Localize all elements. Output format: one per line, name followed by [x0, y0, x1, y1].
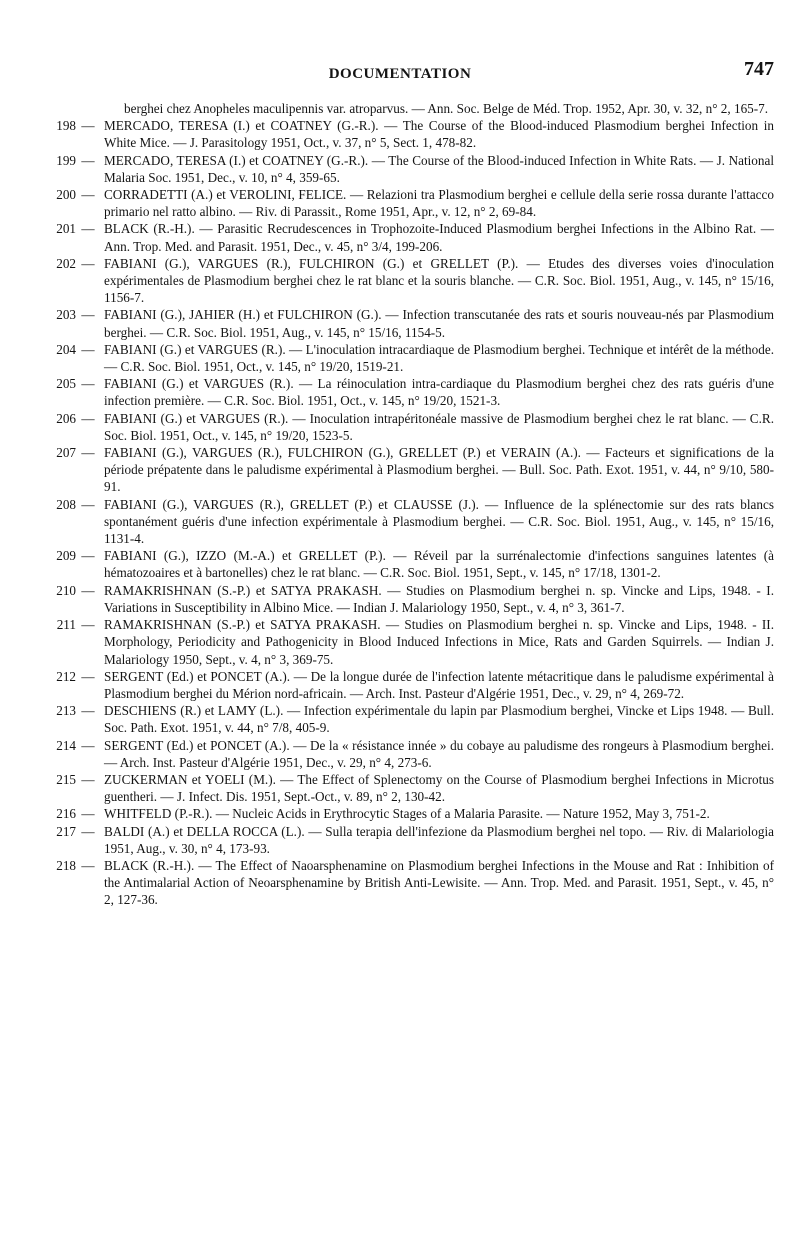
entry-dash: — — [81, 187, 95, 203]
continuation-text: berghei chez Anopheles maculipennis var. atroparvus. — Ann. Soc. Belge de Méd. Trop. 1952, Apr. 30, v. 32, n° 2, 165-7. — [124, 101, 769, 116]
entry-text: FABIANI (G.) et VARGUES (R.). — La réinoculation intra-cardiaque du Plasmodium berghei chez des rats guéris d'une infection première. — C.R. Soc. Biol. 1951, Oct., v. 145, n° 19/20, 1521-3. — [104, 376, 774, 409]
entry-dash: — — [81, 582, 95, 598]
entry-dash: — — [81, 307, 95, 323]
bibliography-entry — [0, 341, 800, 375]
entry-number: 202 — [56, 255, 76, 271]
entry-text: FABIANI (G.), IZZO (M.-A.) et GRELLET (P.). — Réveil par la surrénalectomie d'infections sanguines latentes (à hématozoaires et à bartonelles) chez le rat blanc. — C.R. Soc. Biol. 1951, Sept., v. 145, n° 17/18, 1301-2. — [104, 548, 774, 581]
entry-dash: — — [81, 548, 95, 564]
entry-text: BLACK (R.-H.). — Parasitic Recrudescences in Trophozoite-Induced Plasmodium berghei Infections in the Albino Rat. — Ann. Trop. Med. and Parasit. 1951, Dec., v. 45, n° 3/4, 199-206. — [104, 221, 774, 254]
entry-number: 217 — [56, 823, 76, 839]
entry-dash: — — [81, 118, 95, 134]
entry-number: 199 — [56, 152, 76, 168]
entry-text: SERGENT (Ed.) et PONCET (A.). — De la « résistance innée » du cobaye au paludisme des rongeurs à Plasmodium berghei. — Arch. Inst. Pasteur d'Algérie 1951, Dec., v. 29, n° 4, 273-6. — [104, 737, 774, 770]
entry-dash: — — [81, 617, 95, 633]
page-header — [0, 58, 800, 98]
entry-text: FABIANI (G.) et VARGUES (R.). — Inoculation intrapéritonéale massive de Plasmodium berghei chez le rat blanc. — C.R. Soc. Biol. 1951, Oct., v. 145, n° 19/20, 1523-5. — [104, 410, 774, 443]
entry-number: 201 — [56, 221, 76, 237]
entry-text: FABIANI (G.) et VARGUES (R.). — L'inoculation intracardiaque de Plasmodium berghei. Technique et intérêt de la méthode. — C.R. Soc. Biol. 1951, Oct., v. 145, n° 19/20, 1519-21. — [104, 341, 774, 375]
entry-number: 214 — [56, 737, 76, 753]
entry-text: DESCHIENS (R.) et LAMY (L.). — Infection expérimentale du lapin par Plasmodium berghei, Vincke et Lips 1948. — Bull. Soc. Path. Exot. 1951, v. 44, n° 7/8, 405-9. — [104, 703, 774, 736]
entry-dash: — — [81, 668, 95, 684]
bibliography-entry — [0, 255, 800, 307]
entry-text: MERCADO, TERESA (I.) et COATNEY (G.-R.). — The Course of the Blood-induced Infection in White Rats. — J. National Malaria Soc. 1951, Dec., v. 10, n° 4, 359-65. — [104, 152, 774, 185]
entry-text: FABIANI (G.), JAHIER (H.) et FULCHIRON (G.). — Infection transcutanée des rats et souris nouveau-nés par Plasmodium berghei. — C.R. Soc. Biol. 1951, Aug., v. 145, n° 15/16, 1154-5. — [104, 307, 774, 340]
entry-dash: — — [81, 445, 95, 461]
entry-number: 205 — [56, 376, 76, 392]
entry-text: RAMAKRISHNAN (S.-P.) et SATYA PRAKASH. — Studies on Plasmodium berghei n. sp. Vincke and Lips, 1948. - II. Morphology, Periodicity and Pathogenicity in Blood Induced Infections in Mice, Rats and Garden Squirrels. — Indian J. Malariology 1950, Sept., v. 4, n° 3, 369-75. — [104, 617, 774, 667]
bibliography-entry — [0, 220, 800, 254]
entry-text: WHITFELD (P.-R.). — Nucleic Acids in Erythrocytic Stages of a Malaria Parasite. — Nature 1952, May 3, 751-2. — [104, 806, 710, 822]
entry-dash: — — [81, 221, 95, 237]
entry-dash: — — [81, 737, 95, 753]
entry-number: 207 — [56, 445, 76, 461]
entry-text: CORRADETTI (A.) et VEROLINI, FELICE. — Relazioni tra Plasmodium berghei e cellule della serie rossa durante l'attacco primario nel ratto albino. — Riv. di Parassit., Rome 1951, Apr., v. 12, n° 2, 69-84. — [104, 187, 774, 220]
entry-dash: — — [81, 823, 95, 839]
entry-text: BLACK (R.-H.). — The Effect of Naoarsphenamine on Plasmodium berghei Infections in the Mouse and Rat : Inhibition of the Antimalarial Action of Neoarsphenamine by British Anti-Lewisite. — Ann. Trop. Med. and Parasit. 1951, Sept., v. 45, n° 2, 127-36. — [104, 857, 774, 908]
entry-number: 215 — [56, 771, 76, 787]
entry-number: 211 — [56, 617, 76, 633]
bibliography-entry — [0, 771, 800, 805]
bibliography-entry — [0, 668, 800, 702]
page-number: 747 — [744, 58, 774, 80]
entry-number: 213 — [56, 703, 76, 719]
entry-text: FABIANI (G.), VARGUES (R.), FULCHIRON (G.), GRELLET (P.) et VERAIN (A.). — Facteurs et significations de la période prépatente dans le paludisme expérimental à Plasmodium berghei. — Bull. Soc. Path. Exot. 1951, v. 44, n° 9/10, 580-91. — [104, 445, 774, 495]
entry-number: 209 — [56, 548, 76, 564]
bibliography-entry — [0, 805, 800, 822]
bibliography-entry — [0, 616, 800, 668]
continuation-entry — [0, 100, 800, 117]
entry-text: FABIANI (G.), VARGUES (R.), GRELLET (P.) et CLAUSSE (J.). — Influence de la splénectomie sur des rats blancs spontanément guéris d'une infection expérimentale à Plasmodium berghei. — C.R. Soc. Biol. 1951, Aug., v. 145, n° 15/16, 1131-4. — [104, 496, 774, 547]
bibliography-entry — [0, 823, 800, 857]
entry-dash: — — [81, 152, 95, 168]
entry-number: 210 — [56, 582, 76, 598]
entry-dash: — — [81, 771, 95, 787]
entry-number: 203 — [56, 307, 76, 323]
bibliography-entry — [0, 857, 800, 909]
entry-text: BALDI (A.) et DELLA ROCCA (L.). — Sulla terapia dell'infezione da Plasmodium berghei nel topo. — Riv. di Malariologia 1951, Aug., v. 30, n° 4, 173-93. — [104, 823, 774, 856]
entry-dash: — — [81, 341, 95, 357]
entry-dash: — — [81, 496, 95, 512]
bibliography-entry — [0, 117, 800, 151]
entry-dash: — — [81, 857, 95, 873]
bibliography-entry — [0, 582, 800, 616]
entry-text: RAMAKRISHNAN (S.-P.) et SATYA PRAKASH. — Studies on Plasmodium berghei n. sp. Vincke and Lips, 1948. - I. Variations in Susceptibility in Albino Mice. — Indian J. Malariology 1950, Sept., v. 4, n° 3, 361-7. — [104, 582, 774, 615]
bibliography-entry — [0, 410, 800, 444]
entry-dash: — — [81, 703, 95, 719]
bibliography-entry — [0, 702, 800, 736]
running-title: DOCUMENTATION — [328, 66, 472, 82]
entry-number: 218 — [56, 857, 76, 873]
entry-dash: — — [81, 255, 95, 271]
entry-text: MERCADO, TERESA (I.) et COATNEY (G.-R.). — The Course of the Blood-induced Plasmodium berghei Infection in White Mice. — J. Parasitology 1951, Oct., v. 37, n° 5, Sect. 1, 478-82. — [104, 118, 774, 151]
entry-list — [0, 117, 800, 908]
entry-number: 204 — [56, 341, 76, 357]
bibliography-entry — [0, 306, 800, 340]
entry-number: 200 — [56, 187, 76, 203]
bibliography-entry — [0, 547, 800, 581]
entry-text: ZUCKERMAN et YOELI (M.). — The Effect of Splenectomy on the Course of Plasmodium berghei Infections in Microtus guentheri. — J. Infect. Dis. 1951, Sept.-Oct., v. 89, n° 2, 130-42. — [104, 771, 774, 805]
entry-dash: — — [81, 376, 95, 392]
entry-number: 216 — [56, 806, 76, 822]
entry-dash: — — [81, 410, 95, 426]
bibliography-list — [0, 100, 800, 909]
entry-number: 206 — [56, 410, 76, 426]
bibliography-entry — [0, 444, 800, 496]
bibliography-entry — [0, 186, 800, 220]
bibliography-entry — [0, 737, 800, 771]
entry-number: 208 — [56, 496, 76, 512]
entry-number: 212 — [56, 668, 76, 684]
entry-text: FABIANI (G.), VARGUES (R.), FULCHIRON (G.) et GRELLET (P.). — Etudes des diverses voies d'inoculation expérimentales de Plasmodium berghei chez le rat blanc et la souris blanche. — C.R. Soc. Biol. 1951, Aug., v. 145, n° 15/16, 1156-7. — [104, 255, 774, 306]
bibliography-entry — [0, 152, 800, 186]
entry-dash: — — [81, 806, 95, 822]
entry-number: 198 — [56, 118, 76, 134]
bibliography-entry — [0, 375, 800, 409]
entry-text: SERGENT (Ed.) et PONCET (A.). — De la longue durée de l'infection latente métacritique dans le paludisme expérimental à Plasmodium berghei du Mérion nord-africain. — Arch. Inst. Pasteur d'Algérie 1951, Dec., v. 29, n° 4, 269-72. — [104, 668, 774, 701]
bibliography-entry — [0, 496, 800, 548]
